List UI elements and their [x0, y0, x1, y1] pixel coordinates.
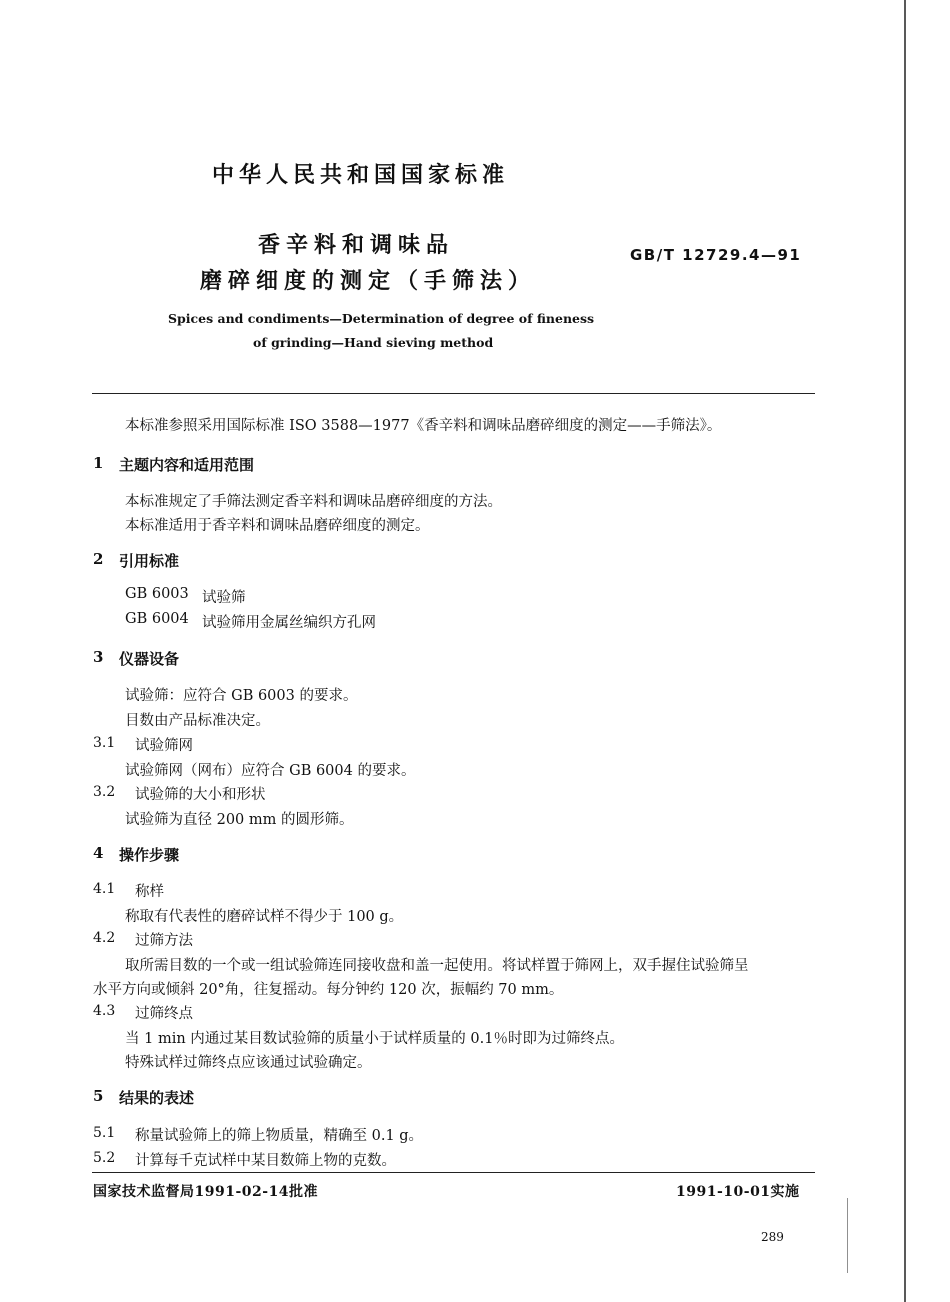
subsection-title: 过筛方法 — [135, 933, 193, 949]
subsection-text: 取所需目数的一个或一组试验筛连同接收盘和盖一起使用。将试样置于筛网上，双手握住试验筛呈 — [125, 958, 749, 974]
section-3-title: 仪器设备 — [119, 650, 180, 668]
section-3-number: 3 — [93, 648, 104, 666]
subsection-number: 4.2 — [93, 930, 116, 946]
section-2-title: 引用标准 — [119, 552, 180, 570]
footer-divider — [92, 1172, 815, 1173]
subsection-number: 4.3 — [93, 1003, 116, 1019]
subsection-title: 称样 — [135, 884, 164, 900]
subsection-title: 试验筛的大小和形状 — [135, 787, 266, 803]
section-4-number: 4 — [93, 844, 104, 862]
page-number: 289 — [761, 1230, 784, 1244]
title-line-2: 磨碎细度的测定（手筛法） — [200, 268, 537, 294]
scan-edge-line — [904, 0, 906, 1302]
scan-edge-mark — [847, 1198, 848, 1273]
reference-code: GB 6003 — [125, 586, 189, 602]
english-title-line-2: of grinding—Hand sieving method — [253, 335, 494, 350]
subsection-text: 试验筛为直径 200 mm 的圆形筛。 — [125, 812, 354, 828]
subsection-number: 4.1 — [93, 881, 116, 897]
section-1-paragraph: 本标准适用于香辛料和调味品磨碎细度的测定。 — [125, 518, 430, 534]
subsection-number: 3.2 — [93, 784, 116, 800]
section-4-title: 操作步骤 — [119, 846, 180, 864]
section-1-paragraph: 本标准规定了手筛法测定香辛料和调味品磨碎细度的方法。 — [125, 494, 502, 510]
intro-paragraph: 本标准参照采用国际标准 ISO 3588—1977《香辛料和调味品磨碎细度的测定——手筛法》。 — [125, 418, 722, 434]
subsection-number: 3.1 — [93, 735, 116, 751]
subsection-text: 称取有代表性的磨碎试样不得少于 100 g。 — [125, 909, 404, 925]
subsection-number: 5.1 — [93, 1125, 116, 1141]
subsection-text: 称量试验筛上的筛上物质量，精确至 0.1 g。 — [135, 1128, 424, 1144]
implementation-line: 1991-10-01实施 — [676, 1184, 800, 1200]
subsection-text: 计算每千克试样中某目数筛上物的克数。 — [135, 1153, 396, 1169]
subsection-text: 当 1 min 内通过某目数试验筛的质量小于试样质量的 0.1％时即为过筛终点。 — [125, 1031, 624, 1047]
reference-code: GB 6004 — [125, 611, 189, 627]
subsection-text: 特殊试样过筛终点应该通过试验确定。 — [125, 1055, 372, 1071]
section-1-title: 主题内容和适用范围 — [119, 456, 255, 474]
subsection-title: 试验筛网 — [135, 738, 193, 754]
english-title-line-1: Spices and condiments—Determination of degree of fineness — [168, 311, 595, 326]
standard-number: GB/T 12729.4—91 — [630, 246, 802, 264]
title-line-1: 香辛料和调味品 — [258, 232, 455, 258]
subsection-title: 过筛终点 — [135, 1006, 193, 1022]
section-5-title: 结果的表述 — [119, 1089, 195, 1107]
approval-line: 国家技术监督局1991-02-14批准 — [93, 1184, 319, 1200]
section-1-number: 1 — [93, 454, 104, 472]
subsection-text: 试验筛网（网布）应符合 GB 6004 的要求。 — [125, 763, 416, 779]
reference-name: 试验筛 — [202, 590, 246, 606]
header-divider — [92, 393, 815, 394]
national-standard-heading: 中华人民共和国国家标准 — [212, 162, 510, 188]
section-3-paragraph: 试验筛：应符合 GB 6003 的要求。 — [125, 688, 358, 704]
section-5-number: 5 — [93, 1087, 104, 1105]
subsection-text: 水平方向或倾斜 20°角，往复摇动。每分钟约 120 次，振幅约 70 mm。 — [93, 982, 564, 998]
reference-name: 试验筛用金属丝编织方孔网 — [202, 615, 376, 631]
section-3-paragraph: 目数由产品标准决定。 — [125, 713, 270, 729]
subsection-number: 5.2 — [93, 1150, 116, 1166]
section-2-number: 2 — [93, 550, 104, 568]
